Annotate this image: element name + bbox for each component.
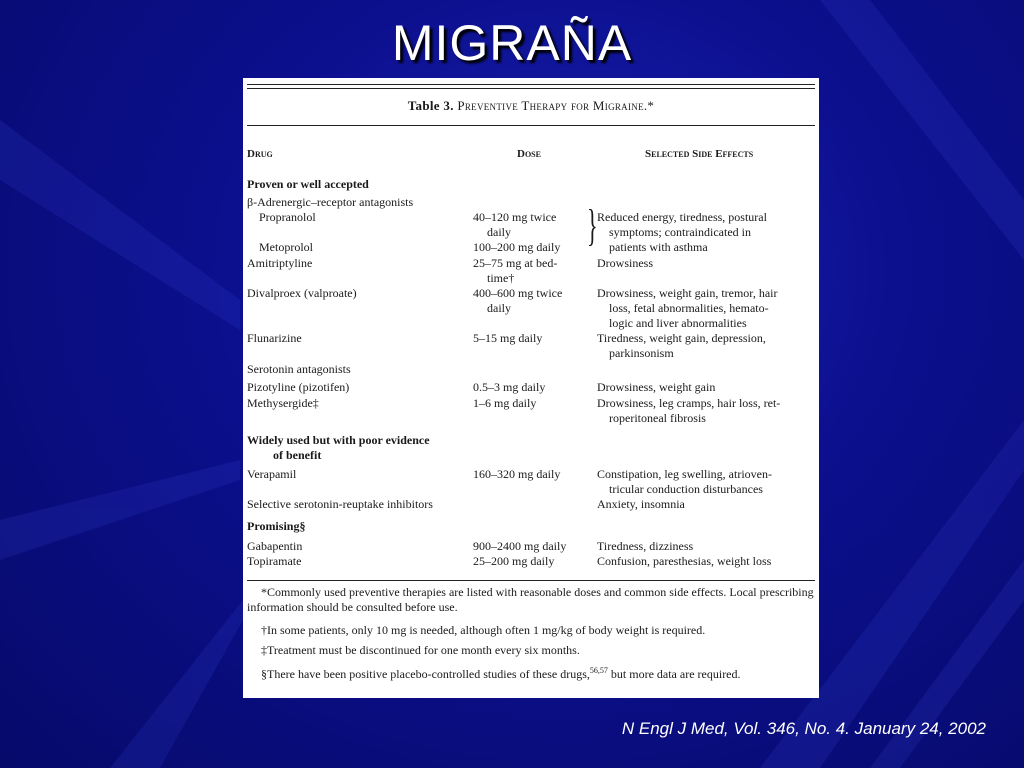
footnote-ddagger: ‡Treatment must be discontinued for one month every six months. <box>261 643 580 657</box>
top-rule-2 <box>247 88 815 89</box>
footnote-dagger: †In some patients, only 10 mg is needed, although often 1 mg/kg of body weight is required. <box>261 623 706 637</box>
effects-divalproex-3: logic and liver abnormalities <box>609 316 747 330</box>
footnote-section-refs: 56,57 <box>589 666 608 675</box>
drug-pizotyline: Pizotyline (pizotifen) <box>247 380 350 394</box>
effects-methysergide: Drowsiness, leg cramps, hair loss, ret- <box>597 396 781 410</box>
effects-verapamil-2: tricular conduction disturbances <box>609 482 763 496</box>
drug-flunarizine: Flunarizine <box>247 331 302 345</box>
citation: N Engl J Med, Vol. 346, No. 4. January 24, 2002 <box>621 719 986 738</box>
effects-verapamil: Constipation, leg swelling, atrioven- <box>597 467 772 481</box>
effects-pizotyline: Drowsiness, weight gain <box>597 380 716 394</box>
dose-verapamil: 160–320 mg daily <box>473 467 561 481</box>
header-dose: Dose <box>517 148 541 160</box>
section-proven: Proven or well accepted <box>247 177 369 191</box>
dose-propranolol-2: daily <box>487 225 511 239</box>
effects-divalproex: Drowsiness, weight gain, tremor, hair <box>597 286 778 300</box>
effects-flunarizine-2: parkinsonism <box>609 346 674 360</box>
effects-topiramate: Confusion, paresthesias, weight loss <box>597 554 772 568</box>
effects-divalproex-2: loss, fetal abnormalities, hemato- <box>609 301 769 315</box>
footnote-section <box>247 663 815 682</box>
effects-ssri: Anxiety, insomnia <box>597 497 685 511</box>
dose-divalproex-2: daily <box>487 301 511 315</box>
effects-beta-2: symptoms; contraindicated in <box>609 225 751 239</box>
drug-class-beta: β-Adrenergic–receptor antagonists <box>247 195 414 209</box>
effects-methysergide-2: roperitoneal fibrosis <box>609 411 706 425</box>
dose-gabapentin: 900–2400 mg daily <box>473 539 567 553</box>
table-title: Preventive Therapy for Migraine.* <box>457 98 655 113</box>
drug-propranolol: Propranolol <box>259 210 316 224</box>
section-promising: Promising§ <box>247 519 306 533</box>
dose-methysergide: 1–6 mg daily <box>473 396 537 410</box>
footnote-section-text: §There have been positive placebo-controlled studies of these drugs, <box>261 667 590 681</box>
section-widely-used-2: of benefit <box>273 448 322 462</box>
effects-flunarizine: Tiredness, weight gain, depression, <box>597 331 766 345</box>
drug-methysergide: Methysergide‡ <box>247 396 319 410</box>
header-drug: Drug <box>247 148 273 160</box>
brace-glyph: } <box>587 201 598 250</box>
drug-metoprolol: Metoprolol <box>259 240 313 254</box>
effects-gabapentin: Tiredness, dizziness <box>597 539 694 553</box>
effects-beta-3: patients with asthma <box>609 240 708 254</box>
section-widely-used: Widely used but with poor evidence <box>247 433 430 447</box>
dose-pizotyline: 0.5–3 mg daily <box>473 380 546 394</box>
top-rule <box>247 84 815 85</box>
dose-amitriptyline-2: time† <box>487 271 515 285</box>
dose-amitriptyline: 25–75 mg at bed- <box>473 256 558 270</box>
effects-amitriptyline: Drowsiness <box>597 256 653 270</box>
drug-divalproex: Divalproex (valproate) <box>247 286 357 300</box>
footnote-star: *Commonly used preventive therapies are listed with reasonable doses and common side effects. Local prescribing information should be consulted before use. <box>247 585 814 614</box>
effects-beta: Reduced energy, tiredness, postural <box>597 210 767 224</box>
slide-title: MIGRAÑA <box>391 15 633 71</box>
drug-ssri: Selective serotonin-reuptake inhibitors <box>247 497 433 511</box>
drug-gabapentin: Gabapentin <box>247 539 303 553</box>
drug-amitriptyline: Amitriptyline <box>247 256 313 270</box>
drug-topiramate: Topiramate <box>247 554 302 568</box>
table-caption <box>243 98 819 114</box>
footnote-section-text-2: but more data are required. <box>607 667 741 681</box>
dose-flunarizine: 5–15 mg daily <box>473 331 543 345</box>
dose-metoprolol: 100–200 mg daily <box>473 240 561 254</box>
drug-class-serotonin: Serotonin antagonists <box>247 362 351 376</box>
drug-verapamil: Verapamil <box>247 467 297 481</box>
header-effects: Selected Side Effects <box>645 148 754 160</box>
dose-divalproex: 400–600 mg twice <box>473 286 563 300</box>
table-label: Table 3. <box>407 98 454 113</box>
dose-topiramate: 25–200 mg daily <box>473 554 555 568</box>
table-image <box>243 78 819 698</box>
caption-rule <box>247 125 815 126</box>
footnote-rule <box>247 580 815 581</box>
dose-propranolol: 40–120 mg twice <box>473 210 557 224</box>
